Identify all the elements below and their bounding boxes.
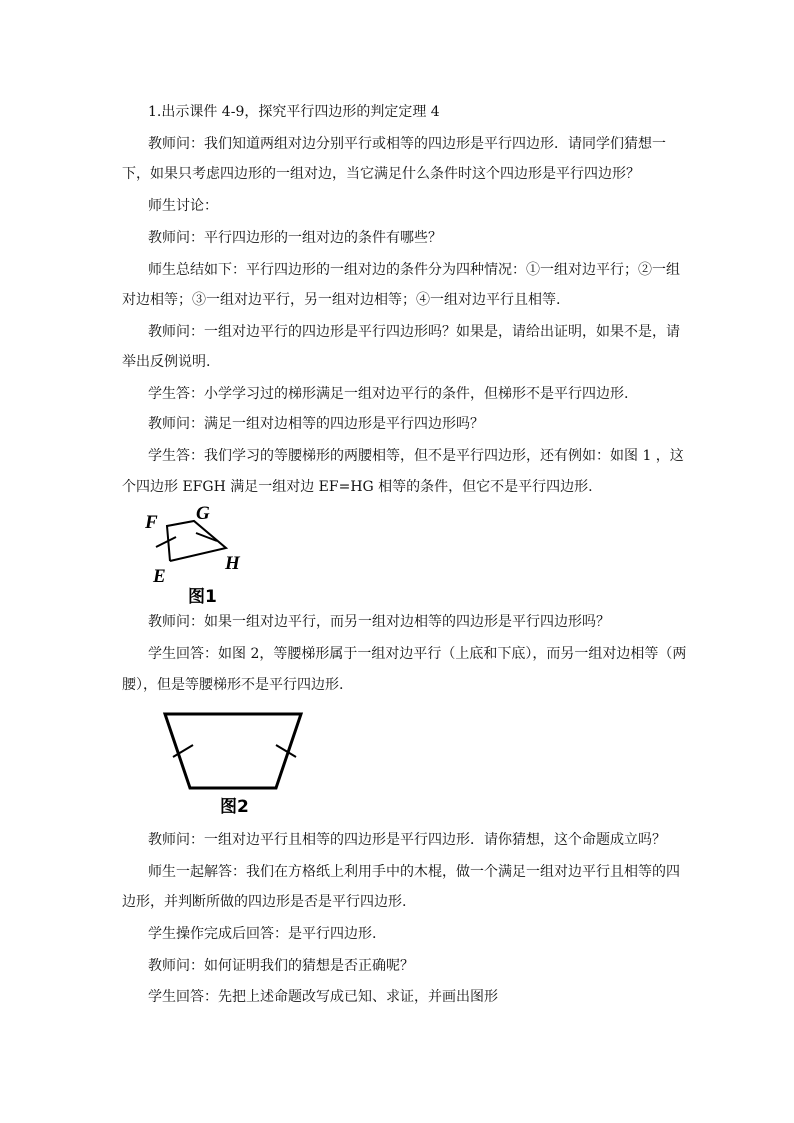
tick-mark-ef <box>156 537 176 547</box>
vertex-label-f: F <box>145 512 158 533</box>
text-line: 教师问：如何证明我们的猜想是否正确呢？ <box>148 958 414 974</box>
figure-2-caption: 图2 <box>220 797 249 817</box>
text-line: 学生答：我们学习的等腰梯形的两腰相等，但不是平行四边形，还有例如：如图 1 ，这 <box>148 448 684 464</box>
text-line: 师生一起解答：我们在方格纸上利用手中的木棍，做一个满足一组对边平行且相等的四 <box>148 864 680 880</box>
figure-1-caption: 图1 <box>188 587 217 607</box>
text-line: 教师问：一组对边平行且相等的四边形是平行四边形．请你猜想，这个命题成立吗？ <box>148 832 666 848</box>
vertex-label-e: E <box>153 566 166 587</box>
figure-2 <box>148 700 318 822</box>
text-line: 师生总结如下：平行四边形的一组对边的条件分为四种情况：①一组对边平行；②一组 <box>148 262 680 278</box>
text-line: 个四边形 EFGH 满足一组对边 EF=HG 相等的条件，但它不是平行四边形. <box>122 479 593 495</box>
text-line: 1.出示课件 4-9，探究平行四边形的判定定理 4 <box>148 104 440 120</box>
text-line: 举出反例说明. <box>122 354 211 370</box>
text-line: 教师问：一组对边平行的四边形是平行四边形吗？如果是，请给出证明，如果不是，请 <box>148 324 680 340</box>
text-line: 教师问：如果一组对边平行，而另一组对边相等的四边形是平行四边形吗？ <box>148 614 610 630</box>
text-line: 学生操作完成后回答：是平行四边形. <box>148 926 377 942</box>
vertex-label-h: H <box>225 553 240 574</box>
text-line: 师生讨论： <box>148 198 218 214</box>
quadrilateral-efgh <box>167 521 226 561</box>
vertex-label-g: G <box>196 503 210 524</box>
text-line: 腰），但是等腰梯形不是平行四边形. <box>122 677 344 693</box>
quadrilateral-efgh-diagram <box>148 500 288 610</box>
text-line: 学生回答：如图 2，等腰梯形属于一组对边平行（上底和下底），而另一组对边相等（两 <box>148 646 687 662</box>
text-line: 教师问：满足一组对边相等的四边形是平行四边形吗？ <box>148 416 484 432</box>
text-line: 边形，并判断所做的四边形是否是平行四边形. <box>122 894 407 910</box>
text-line: 下，如果只考虑四边形的一组对边，当它满足什么条件时这个四边形是平行四边形？ <box>122 166 640 182</box>
text-line: 学生回答：先把上述命题改写成已知、求证，并画出图形 <box>148 989 498 1005</box>
text-line: 教师问：我们知道两组对边分别平行或相等的四边形是平行四边形．请同学们猜想一 <box>148 136 666 152</box>
text-line: 教师问：平行四边形的一组对边的条件有哪些？ <box>148 230 442 246</box>
text-line: 对边相等；③一组对边平行，另一组对边相等；④一组对边平行且相等. <box>122 292 561 308</box>
isosceles-trapezoid <box>165 714 301 788</box>
figure-1 <box>145 500 288 610</box>
text-line: 学生答：小学学习过的梯形满足一组对边平行的条件，但梯形不是平行四边形. <box>148 386 629 402</box>
